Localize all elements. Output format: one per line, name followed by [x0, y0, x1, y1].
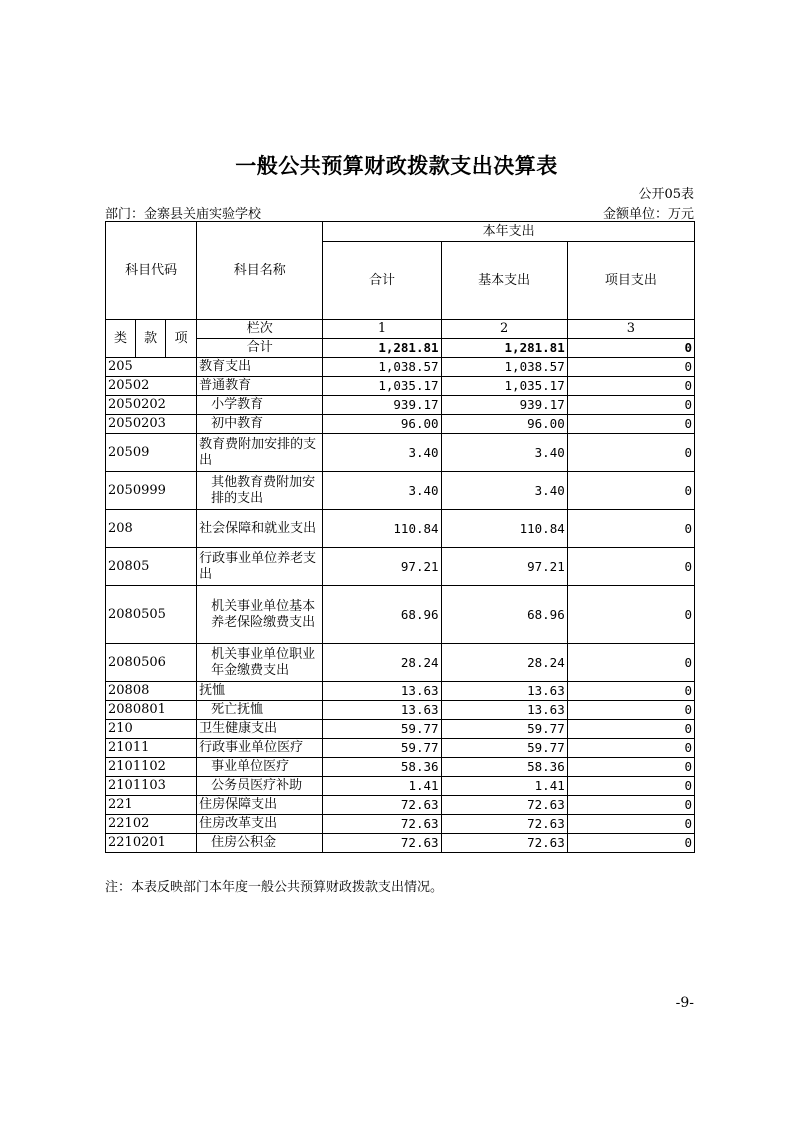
row-basic: 59.77 — [441, 739, 567, 758]
budget-table — [105, 221, 695, 853]
row-total: 72.63 — [323, 834, 441, 853]
row-project: 0 — [567, 777, 694, 796]
row-basic: 3.40 — [441, 472, 567, 510]
row-total: 72.63 — [323, 796, 441, 815]
amount-unit-label: 金额单位：万元 — [602, 207, 694, 222]
sum-project: 0 — [567, 339, 694, 358]
header-total: 合计 — [323, 242, 441, 320]
row-code: 2101102 — [106, 758, 197, 777]
row-name: 住房公积金 — [197, 834, 323, 853]
row-name: 事业单位医疗 — [197, 758, 323, 777]
row-project: 0 — [567, 415, 694, 434]
row-name: 机关事业单位职业年金缴费支出 — [197, 644, 323, 682]
table-row — [106, 644, 695, 682]
row-basic: 13.63 — [441, 682, 567, 701]
row-name: 卫生健康支出 — [197, 720, 323, 739]
row-total: 59.77 — [323, 720, 441, 739]
row-total: 72.63 — [323, 815, 441, 834]
header-code: 科目代码 — [106, 222, 197, 320]
column-index-label: 栏次 — [197, 320, 323, 339]
row-total: 13.63 — [323, 701, 441, 720]
row-code: 21011 — [106, 739, 197, 758]
table-row — [106, 758, 695, 777]
row-basic: 1.41 — [441, 777, 567, 796]
row-code: 20808 — [106, 682, 197, 701]
row-total: 59.77 — [323, 739, 441, 758]
row-basic: 13.63 — [441, 701, 567, 720]
row-name: 行政事业单位养老支出 — [197, 548, 323, 586]
row-total: 68.96 — [323, 586, 441, 644]
row-total: 1,038.57 — [323, 358, 441, 377]
row-basic: 72.63 — [441, 815, 567, 834]
row-name: 教育支出 — [197, 358, 323, 377]
column-index-3: 3 — [567, 320, 694, 339]
row-name: 抚恤 — [197, 682, 323, 701]
row-basic: 3.40 — [441, 434, 567, 472]
row-basic: 72.63 — [441, 796, 567, 815]
table-row — [106, 396, 695, 415]
row-code: 2080505 — [106, 586, 197, 644]
header-basic: 基本支出 — [441, 242, 567, 320]
row-basic: 110.84 — [441, 510, 567, 548]
sum-label: 合计 — [197, 339, 323, 358]
row-code: 2210201 — [106, 834, 197, 853]
row-basic: 72.63 — [441, 834, 567, 853]
row-name: 其他教育费附加安排的支出 — [197, 472, 323, 510]
page-title: 一般公共预算财政拨款支出决算表 — [235, 153, 558, 178]
row-total: 28.24 — [323, 644, 441, 682]
page-number: -9- — [675, 995, 694, 1011]
row-total: 1,035.17 — [323, 377, 441, 396]
row-project: 0 — [567, 472, 694, 510]
column-index-2: 2 — [441, 320, 567, 339]
table-row — [106, 434, 695, 472]
row-total: 1.41 — [323, 777, 441, 796]
header-lei: 类 — [106, 320, 136, 358]
sum-total: 1,281.81 — [323, 339, 441, 358]
row-code: 20805 — [106, 548, 197, 586]
row-name: 社会保障和就业支出 — [197, 510, 323, 548]
row-project: 0 — [567, 720, 694, 739]
table-row — [106, 472, 695, 510]
row-name: 教育费附加安排的支出 — [197, 434, 323, 472]
row-project: 0 — [567, 586, 694, 644]
row-code: 210 — [106, 720, 197, 739]
row-project: 0 — [567, 644, 694, 682]
row-basic: 68.96 — [441, 586, 567, 644]
row-project: 0 — [567, 377, 694, 396]
header-xiang: 项 — [166, 320, 197, 358]
row-code: 221 — [106, 796, 197, 815]
row-name: 死亡抚恤 — [197, 701, 323, 720]
header-kuan: 款 — [136, 320, 166, 358]
row-code: 2101103 — [106, 777, 197, 796]
table-row — [106, 586, 695, 644]
row-code: 208 — [106, 510, 197, 548]
row-basic: 1,038.57 — [441, 358, 567, 377]
row-basic: 1,035.17 — [441, 377, 567, 396]
row-code: 20502 — [106, 377, 197, 396]
row-project: 0 — [567, 548, 694, 586]
row-name: 住房改革支出 — [197, 815, 323, 834]
row-name: 行政事业单位医疗 — [197, 739, 323, 758]
row-basic: 96.00 — [441, 415, 567, 434]
column-index-1: 1 — [323, 320, 441, 339]
table-row — [106, 510, 695, 548]
row-project: 0 — [567, 739, 694, 758]
table-row — [106, 701, 695, 720]
table-row — [106, 815, 695, 834]
row-project: 0 — [567, 815, 694, 834]
table-row — [106, 777, 695, 796]
row-name: 初中教育 — [197, 415, 323, 434]
footnote: 注：本表反映部门本年度一般公共预算财政拨款支出情况。 — [105, 880, 444, 895]
row-name: 小学教育 — [197, 396, 323, 415]
sum-basic: 1,281.81 — [441, 339, 567, 358]
form-number: 公开05表 — [638, 187, 694, 202]
table-row — [106, 415, 695, 434]
row-total: 110.84 — [323, 510, 441, 548]
row-basic: 97.21 — [441, 548, 567, 586]
row-code: 22102 — [106, 815, 197, 834]
row-total: 58.36 — [323, 758, 441, 777]
row-total: 96.00 — [323, 415, 441, 434]
row-project: 0 — [567, 682, 694, 701]
header-name: 科目名称 — [197, 222, 323, 320]
table-row — [106, 720, 695, 739]
row-project: 0 — [567, 834, 694, 853]
header-project: 项目支出 — [567, 242, 694, 320]
row-total: 939.17 — [323, 396, 441, 415]
row-project: 0 — [567, 796, 694, 815]
row-project: 0 — [567, 510, 694, 548]
row-basic: 28.24 — [441, 644, 567, 682]
row-project: 0 — [567, 358, 694, 377]
row-project: 0 — [567, 701, 694, 720]
row-total: 13.63 — [323, 682, 441, 701]
row-name: 机关事业单位基本养老保险缴费支出 — [197, 586, 323, 644]
row-code: 2050999 — [106, 472, 197, 510]
department-label: 部门：金寨县关庙实验学校 — [105, 207, 262, 222]
row-total: 3.40 — [323, 434, 441, 472]
row-basic: 939.17 — [441, 396, 567, 415]
row-code: 2050202 — [106, 396, 197, 415]
row-project: 0 — [567, 434, 694, 472]
row-code: 2050203 — [106, 415, 197, 434]
table-row — [106, 834, 695, 853]
row-project: 0 — [567, 396, 694, 415]
row-name: 普通教育 — [197, 377, 323, 396]
row-code: 2080801 — [106, 701, 197, 720]
row-code: 20509 — [106, 434, 197, 472]
table-row — [106, 548, 695, 586]
table-row — [106, 682, 695, 701]
row-basic: 58.36 — [441, 758, 567, 777]
row-name: 公务员医疗补助 — [197, 777, 323, 796]
table-row — [106, 796, 695, 815]
row-total: 97.21 — [323, 548, 441, 586]
row-basic: 59.77 — [441, 720, 567, 739]
row-name: 住房保障支出 — [197, 796, 323, 815]
table-row — [106, 739, 695, 758]
table-row — [106, 377, 695, 396]
row-total: 3.40 — [323, 472, 441, 510]
header-current-year: 本年支出 — [323, 222, 695, 242]
row-code: 2080506 — [106, 644, 197, 682]
table-row — [106, 358, 695, 377]
row-code: 205 — [106, 358, 197, 377]
row-project: 0 — [567, 758, 694, 777]
